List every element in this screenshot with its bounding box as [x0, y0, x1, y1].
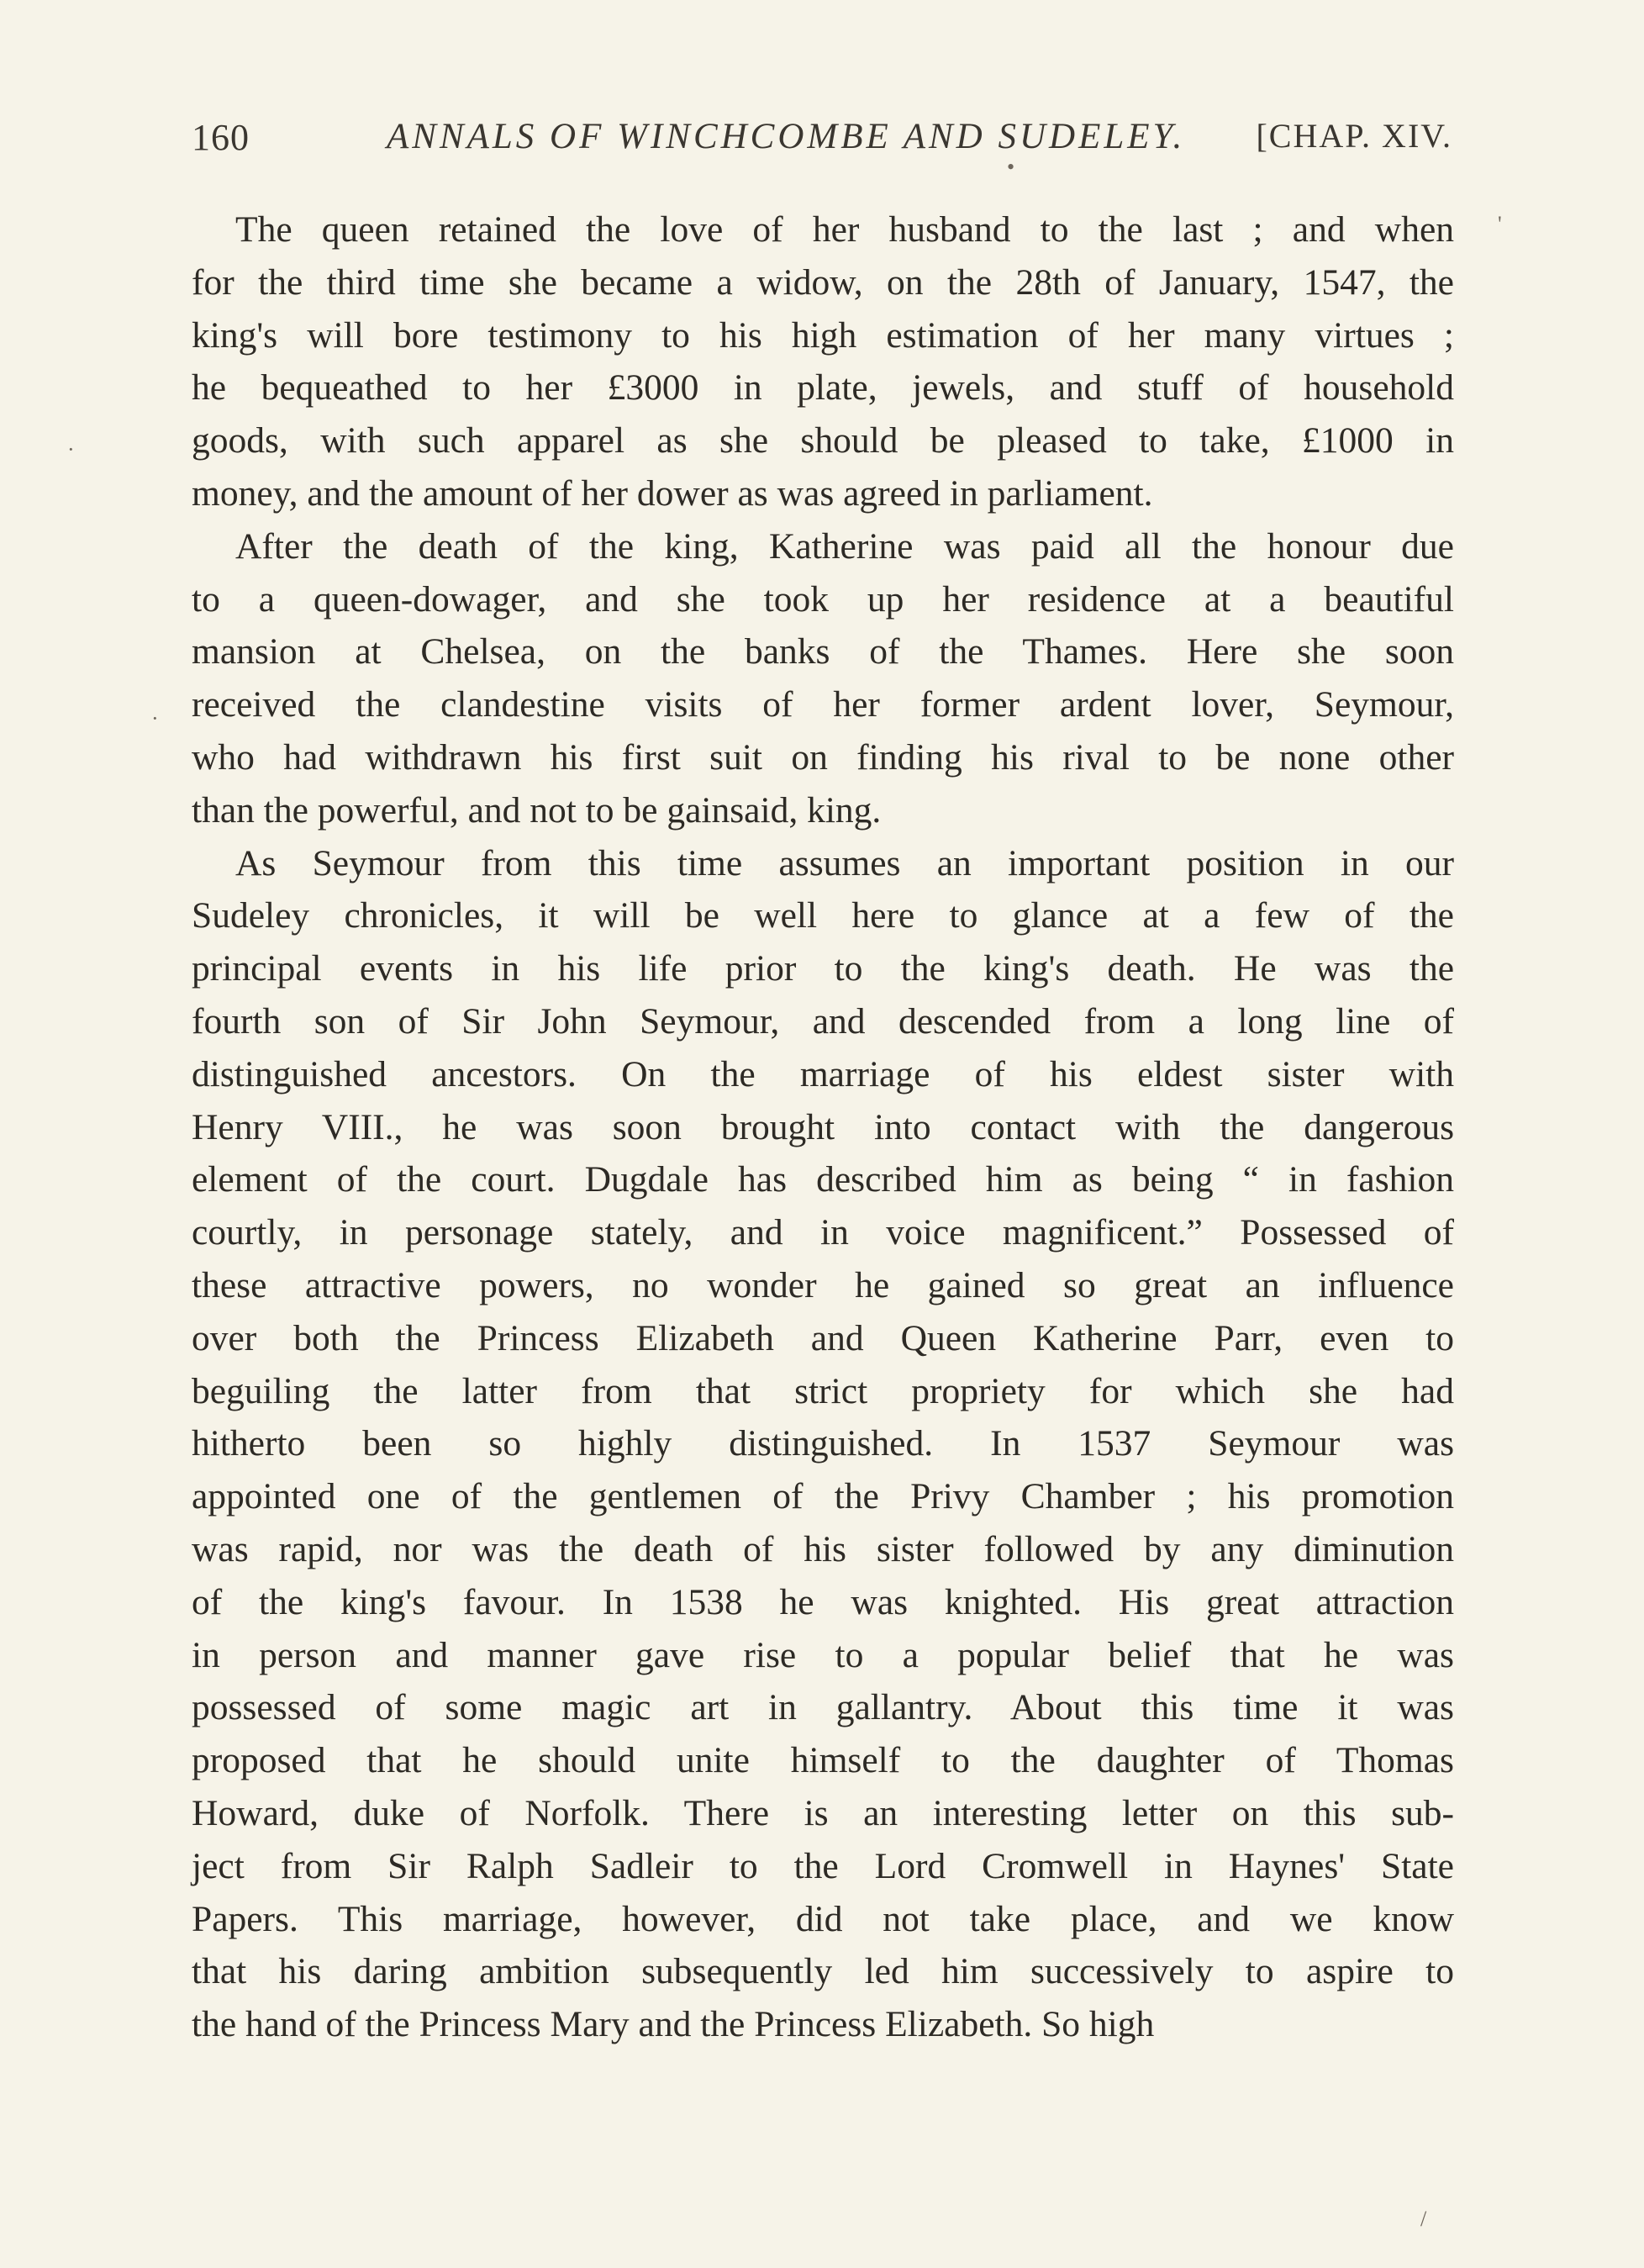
text-line: he bequeathed to her £3000 in plate, jewels, and stuff of household — [192, 367, 1454, 409]
body-text — [192, 203, 1454, 2051]
text-line: As Seymour from this time assumes an important position in our — [235, 842, 1454, 883]
text-line: king's will bore testimony to his high estimation of her many virtues ; — [192, 314, 1454, 356]
text-line: in person and manner gave rise to a popular belief that he was — [192, 1634, 1454, 1675]
print-speck-mark: · — [151, 706, 159, 731]
text-line: Papers. This marriage, however, did not take place, and we know — [192, 1898, 1454, 1939]
print-speck-mark: ' — [1498, 212, 1502, 236]
text-line: element of the court. Dugdale has described him as being “ in fashion — [192, 1159, 1454, 1200]
paragraph — [192, 520, 1454, 837]
text-line: money, and the amount of her dower as was agreed in parliament. — [192, 472, 1153, 514]
running-title: ANNALS OF WINCHCOMBE AND SUDELEY. — [387, 117, 1186, 156]
text-line: principal events in his life prior to the king's death. He was the — [192, 948, 1454, 989]
text-line: beguiling the latter from that strict propriety for which she had — [192, 1370, 1454, 1411]
text-line: mansion at Chelsea, on the banks of the Thames. Here she soon — [192, 631, 1454, 672]
text-line: who had withdrawn his first suit on finding his rival to be none other — [192, 736, 1454, 778]
paragraph — [192, 203, 1454, 520]
text-line: Howard, duke of Norfolk. There is an interesting letter on this sub- — [192, 1792, 1454, 1833]
running-header — [192, 116, 1452, 166]
text-line: for the third time she became a widow, on the 28th of January, 1547, the — [192, 261, 1454, 303]
print-speck-mark: / — [1420, 2207, 1427, 2231]
chapter-marker: [CHAP. XIV. — [1256, 117, 1452, 155]
print-speck-mark: · — [67, 437, 75, 462]
text-line: distinguished ancestors. On the marriage of his eldest sister with — [192, 1053, 1454, 1094]
text-line: hitherto been so highly distinguished. In 1537 Seymour was — [192, 1423, 1454, 1464]
text-line: Henry VIII., he was soon brought into contact with the dangerous — [192, 1106, 1454, 1147]
print-speck-mark: • — [1007, 155, 1015, 179]
text-line: was rapid, nor was the death of his sister followed by any diminution — [192, 1528, 1454, 1569]
text-line: goods, with such apparel as she should be pleased to take, £1000 in — [192, 420, 1454, 462]
text-line: than the powerful, and not to be gainsaid, king. — [192, 789, 882, 831]
paragraph — [192, 837, 1454, 2051]
text-line: that his daring ambition subsequently led him successively to aspire to — [192, 1951, 1454, 1992]
text-line: the hand of the Princess Mary and the Princess Elizabeth. So high — [192, 2004, 1155, 2045]
text-line: The queen retained the love of her husband to the last ; and when — [235, 209, 1454, 250]
text-line: possessed of some magic art in gallantry. About this time it was — [192, 1687, 1454, 1728]
text-line: ject from Sir Ralph Sadleir to the Lord Cromwell in Haynes' State — [192, 1845, 1454, 1886]
text-line: over both the Princess Elizabeth and Queen Katherine Parr, even to — [192, 1317, 1454, 1358]
text-line: to a queen-dowager, and she took up her residence at a beautiful — [192, 578, 1454, 620]
text-line: received the clandestine visits of her former ardent lover, Seymour, — [192, 684, 1454, 725]
text-line: fourth son of Sir John Seymour, and descended from a long line of — [192, 1000, 1454, 1042]
text-line: courtly, in personage stately, and in voice magnificent.” Possessed of — [192, 1212, 1454, 1253]
page-number: 160 — [192, 117, 250, 158]
text-line: of the king's favour. In 1538 he was knighted. His great attraction — [192, 1581, 1454, 1622]
text-line: Sudeley chronicles, it will be well here to glance at a few of the — [192, 895, 1454, 936]
text-line: After the death of the king, Katherine was paid all the honour due — [235, 525, 1454, 567]
text-line: appointed one of the gentlemen of the Privy Chamber ; his promotion — [192, 1476, 1454, 1517]
text-line: these attractive powers, no wonder he gained so great an influence — [192, 1264, 1454, 1305]
text-line: proposed that he should unite himself to the daughter of Thomas — [192, 1740, 1454, 1781]
